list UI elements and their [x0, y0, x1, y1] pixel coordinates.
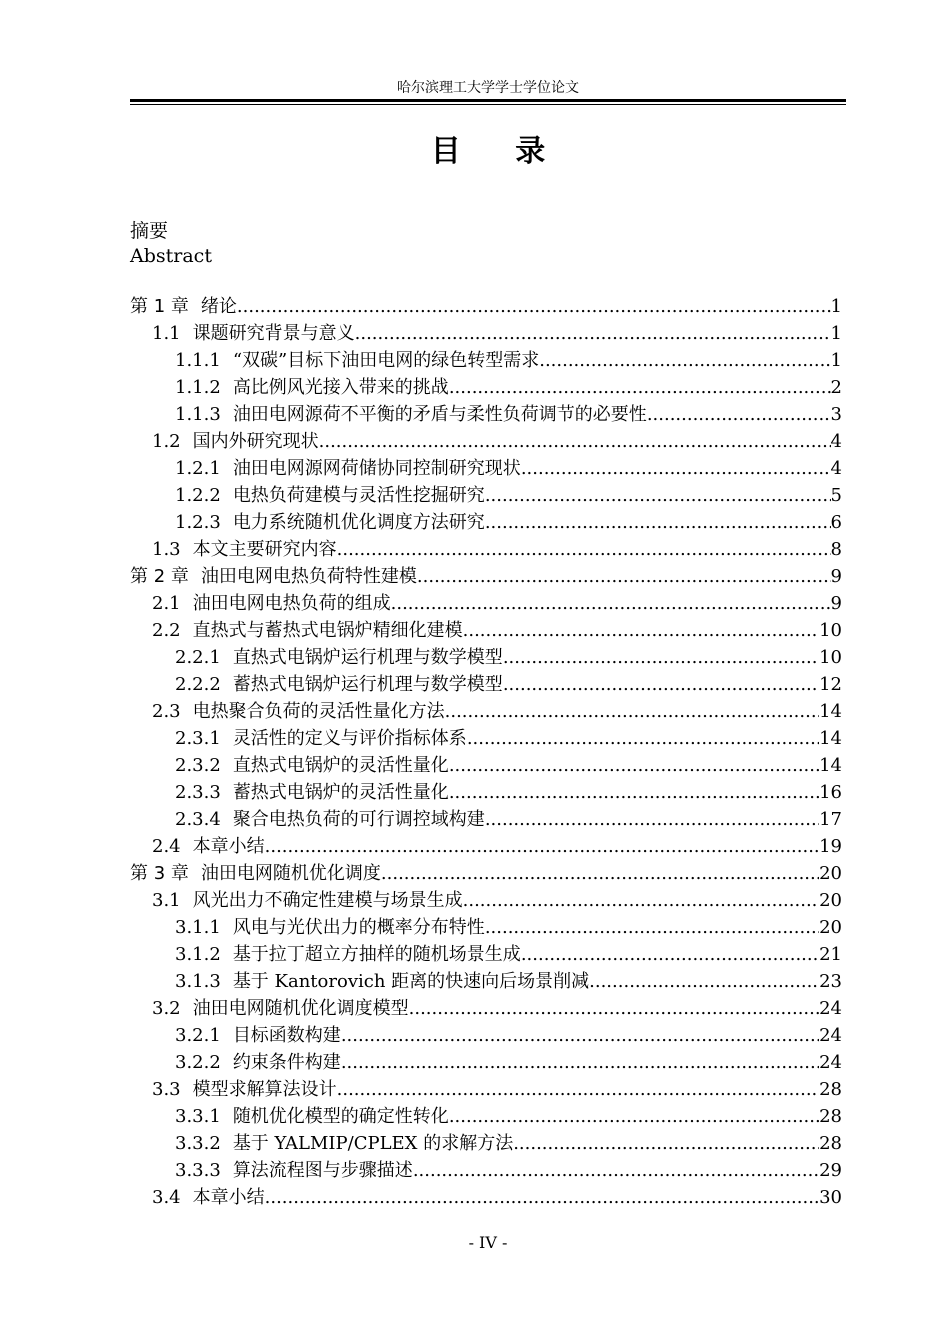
toc-entry-title: 目标函数构建 [232, 1025, 341, 1046]
toc-entry-number: 2.2.1 [175, 647, 221, 668]
toc-entry-number: 1.1 [152, 323, 181, 344]
toc-dot-leader [485, 806, 819, 833]
toc-entry-level-3[interactable] [130, 914, 842, 941]
toc-dot-leader [417, 563, 831, 590]
toc-dot-leader [355, 320, 831, 347]
toc-page-number: 28 [819, 1079, 842, 1100]
toc-entry-title: 蓄热式电锅炉运行机理与数学模型 [232, 674, 503, 695]
toc-entry-title: 算法流程图与步骤描述 [232, 1160, 413, 1181]
toc-page-number: 14 [819, 755, 842, 776]
toc-dot-leader [485, 509, 831, 536]
toc-entry-level-3[interactable] [130, 482, 842, 509]
toc-entry-level-2[interactable] [130, 590, 842, 617]
toc-dot-leader [445, 698, 819, 725]
toc-entry-title: 基于 Kantorovich 距离的快速向后场景削减 [232, 971, 590, 992]
toc-page-number: 28 [819, 1133, 842, 1154]
toc-entry-number: 3.2.2 [175, 1052, 221, 1073]
toc-entry-title: 直热式电锅炉运行机理与数学模型 [232, 647, 503, 668]
toc-page-number: 24 [819, 998, 842, 1019]
toc-entry-title: 国内外研究现状 [192, 431, 319, 452]
toc-entry-number: 3.2.1 [175, 1025, 221, 1046]
toc-entry-number: 第 1 章 [130, 296, 189, 317]
front-matter-abstract-en[interactable]: Abstract [130, 245, 212, 267]
toc-entry-level-2[interactable] [130, 617, 842, 644]
table-of-contents [130, 293, 842, 1211]
toc-page-number: 6 [830, 512, 842, 533]
toc-dot-leader [503, 644, 819, 671]
toc-entry-level-2[interactable] [130, 833, 842, 860]
toc-page-number: 4 [830, 431, 842, 452]
toc-page-number: 1 [830, 350, 842, 371]
toc-dot-leader [521, 941, 819, 968]
toc-entry-level-3[interactable] [130, 644, 842, 671]
toc-entry-title: 灵活性的定义与评价指标体系 [232, 728, 467, 749]
toc-entry-title: 课题研究背景与意义 [192, 323, 355, 344]
toc-entry-number: 1.3 [152, 539, 181, 560]
toc-entry-number: 3.1.1 [175, 917, 221, 938]
toc-dot-leader [539, 347, 830, 374]
toc-dot-leader [391, 590, 831, 617]
toc-page-number: 9 [830, 566, 842, 587]
toc-entry-level-3[interactable] [130, 1130, 842, 1157]
toc-entry-level-3[interactable] [130, 725, 842, 752]
toc-page-number: 1 [830, 323, 842, 344]
toc-entry-level-2[interactable] [130, 320, 842, 347]
toc-entry-level-2[interactable] [130, 698, 842, 725]
toc-entry-number: 3.1 [152, 890, 181, 911]
toc-entry-level-3[interactable] [130, 671, 842, 698]
toc-entry-level-3[interactable] [130, 1022, 842, 1049]
toc-dot-leader [647, 401, 831, 428]
toc-dot-leader [265, 833, 819, 860]
header-rule-thin [130, 104, 846, 105]
toc-entry-number: 1.2.1 [175, 458, 221, 479]
front-matter-abstract-zh[interactable]: 摘要 [130, 220, 169, 242]
toc-dot-leader [449, 779, 819, 806]
toc-dot-leader [319, 428, 831, 455]
toc-entry-level-3[interactable] [130, 1157, 842, 1184]
toc-entry-title: 随机优化模型的确定性转化 [232, 1106, 449, 1127]
toc-entry-level-3[interactable] [130, 509, 842, 536]
page-title: 目 录 [430, 134, 568, 169]
toc-entry-title: 直热式与蓄热式电锅炉精细化建模 [192, 620, 463, 641]
toc-page-number: 10 [819, 647, 842, 668]
toc-entry-title: 油田电网源荷不平衡的矛盾与柔性负荷调节的必要性 [232, 404, 647, 425]
toc-entry-title: 电力系统随机优化调度方法研究 [232, 512, 485, 533]
toc-entry-level-3[interactable] [130, 401, 842, 428]
toc-entry-number: 2.3.4 [175, 809, 221, 830]
toc-entry-title: 油田电网随机优化调度 [200, 863, 381, 884]
toc-entry-level-3[interactable] [130, 1103, 842, 1130]
toc-entry-level-3[interactable] [130, 455, 842, 482]
toc-dot-leader [589, 968, 819, 995]
toc-entry-level-2[interactable] [130, 1184, 842, 1211]
toc-page-number: 10 [819, 620, 842, 641]
toc-entry-number: 2.2.2 [175, 674, 221, 695]
toc-entry-level-2[interactable] [130, 887, 842, 914]
toc-dot-leader [381, 860, 819, 887]
toc-entry-number: 第 2 章 [130, 566, 189, 587]
toc-entry-level-1[interactable] [130, 860, 842, 887]
toc-dot-leader [337, 1076, 819, 1103]
toc-page-number: 23 [819, 971, 842, 992]
toc-page-number: 24 [819, 1052, 842, 1073]
toc-entry-number: 2.1 [152, 593, 181, 614]
toc-entry-title: 本章小结 [192, 836, 265, 857]
toc-entry-level-3[interactable] [130, 1049, 842, 1076]
toc-page-number: 8 [830, 539, 842, 560]
toc-entry-title: 直热式电锅炉的灵活性量化 [232, 755, 449, 776]
toc-entry-title: 约束条件构建 [232, 1052, 341, 1073]
toc-entry-number: 2.3.2 [175, 755, 221, 776]
toc-entry-title: 蓄热式电锅炉的灵活性量化 [232, 782, 449, 803]
toc-entry-level-3[interactable] [130, 347, 842, 374]
toc-entry-title: 基于拉丁超立方抽样的随机场景生成 [232, 944, 521, 965]
toc-entry-title: 风电与光伏出力的概率分布特性 [232, 917, 485, 938]
toc-entry-number: 第 3 章 [130, 863, 189, 884]
toc-entry-title: 油田电网随机优化调度模型 [192, 998, 409, 1019]
toc-entry-title: 基于 YALMIP/CPLEX 的求解方法 [232, 1133, 514, 1154]
toc-entry-title: 本文主要研究内容 [192, 539, 337, 560]
toc-dot-leader [449, 374, 831, 401]
toc-entry-level-1[interactable] [130, 293, 842, 320]
toc-entry-title: 电热聚合负荷的灵活性量化方法 [192, 701, 445, 722]
toc-entry-level-2[interactable] [130, 1076, 842, 1103]
running-header: 哈尔滨理工大学学士学位论文 [397, 80, 579, 96]
toc-entry-number: 3.2 [152, 998, 181, 1019]
toc-entry-title: 模型求解算法设计 [192, 1079, 337, 1100]
toc-page-number: 1 [830, 296, 842, 317]
toc-page-number: 14 [819, 701, 842, 722]
toc-entry-number: 3.1.2 [175, 944, 221, 965]
toc-entry-level-2[interactable] [130, 428, 842, 455]
toc-page-number: 24 [819, 1025, 842, 1046]
toc-entry-level-3[interactable] [130, 968, 842, 995]
toc-entry-level-1[interactable] [130, 563, 842, 590]
toc-page-number: 4 [830, 458, 842, 479]
toc-entry-level-2[interactable] [130, 536, 842, 563]
toc-page-number: 3 [830, 404, 842, 425]
toc-page-number: 30 [819, 1187, 842, 1208]
toc-dot-leader [265, 1184, 819, 1211]
toc-page-number: 14 [819, 728, 842, 749]
toc-page-number: 5 [830, 485, 842, 506]
toc-entry-number: 2.3.3 [175, 782, 221, 803]
toc-entry-number: 1.1.2 [175, 377, 221, 398]
toc-entry-number: 2.4 [152, 836, 181, 857]
toc-page-number: 2 [830, 377, 842, 398]
toc-dot-leader [449, 752, 819, 779]
toc-entry-number: 3.3.1 [175, 1106, 221, 1127]
toc-dot-leader [463, 617, 819, 644]
toc-entry-number: 1.1.3 [175, 404, 221, 425]
toc-dot-leader [413, 1157, 819, 1184]
toc-entry-level-3[interactable] [130, 779, 842, 806]
toc-page-number: 20 [819, 917, 842, 938]
toc-entry-level-2[interactable] [130, 995, 842, 1022]
toc-entry-title: 电热负荷建模与灵活性挖掘研究 [232, 485, 485, 506]
toc-page-number: 28 [819, 1106, 842, 1127]
toc-entry-title: 聚合电热负荷的可行调控域构建 [232, 809, 485, 830]
toc-dot-leader [409, 995, 819, 1022]
toc-entry-title: 油田电网电热负荷的组成 [192, 593, 391, 614]
header-rule-thick [130, 99, 846, 102]
toc-dot-leader [341, 1049, 819, 1076]
toc-dot-leader [503, 671, 819, 698]
toc-page-number: 17 [819, 809, 842, 830]
toc-entry-title: 风光出力不确定性建模与场景生成 [192, 890, 463, 911]
toc-dot-leader [449, 1103, 819, 1130]
toc-entry-number: 1.1.1 [175, 350, 221, 371]
toc-entry-number: 1.2.3 [175, 512, 221, 533]
toc-entry-title: 高比例风光接入带来的挑战 [232, 377, 449, 398]
toc-entry-number: 2.2 [152, 620, 181, 641]
toc-entry-level-3[interactable] [130, 806, 842, 833]
toc-entry-title: 油田电网源网荷储协同控制研究现状 [232, 458, 521, 479]
toc-entry-level-3[interactable] [130, 941, 842, 968]
toc-dot-leader [467, 725, 819, 752]
toc-dot-leader [513, 1130, 819, 1157]
toc-page-number: 20 [819, 890, 842, 911]
toc-dot-leader [341, 1022, 819, 1049]
toc-entry-number: 2.3.1 [175, 728, 221, 749]
toc-page-number: 20 [819, 863, 842, 884]
toc-dot-leader [521, 455, 831, 482]
toc-entry-number: 1.2 [152, 431, 181, 452]
toc-entry-number: 3.4 [152, 1187, 181, 1208]
toc-entry-level-3[interactable] [130, 752, 842, 779]
toc-page-number: 9 [830, 593, 842, 614]
toc-dot-leader [337, 536, 831, 563]
toc-dot-leader [237, 293, 831, 320]
toc-dot-leader [485, 914, 819, 941]
page-number-footer: - IV - [468, 1233, 508, 1252]
toc-entry-number: 3.1.3 [175, 971, 221, 992]
toc-entry-title: 本章小结 [192, 1187, 265, 1208]
toc-entry-number: 3.3 [152, 1079, 181, 1100]
toc-dot-leader [485, 482, 831, 509]
toc-page-number: 12 [819, 674, 842, 695]
toc-entry-number: 1.2.2 [175, 485, 221, 506]
toc-entry-title: 绪论 [200, 296, 237, 317]
toc-page-number: 19 [819, 836, 842, 857]
toc-entry-level-3[interactable] [130, 374, 842, 401]
toc-entry-title: 油田电网电热负荷特性建模 [200, 566, 417, 587]
toc-page-number: 29 [819, 1160, 842, 1181]
toc-entry-number: 3.3.2 [175, 1133, 221, 1154]
toc-page-number: 21 [819, 944, 842, 965]
toc-entry-number: 2.3 [152, 701, 181, 722]
toc-entry-title: “双碳”目标下油田电网的绿色转型需求 [232, 350, 540, 371]
toc-page-number: 16 [819, 782, 842, 803]
toc-dot-leader [463, 887, 819, 914]
toc-entry-number: 3.3.3 [175, 1160, 221, 1181]
